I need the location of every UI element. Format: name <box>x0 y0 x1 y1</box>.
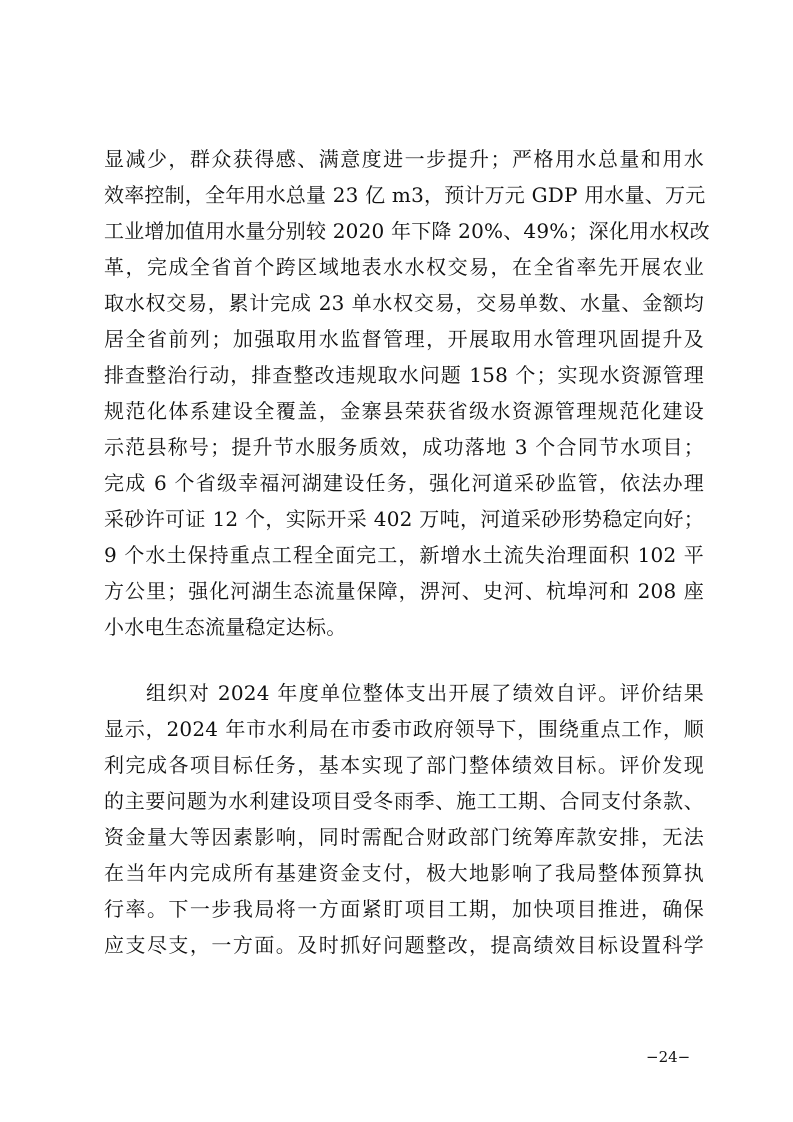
text-line: 完成 6 个省级幸福河湖建设任务，强化河道采砂监管，依法办理 <box>104 471 704 495</box>
text-line: 9 个水土保持重点工程全面完工，新增水土流失治理面积 102 平 <box>104 543 704 567</box>
text-line: 革，完成全省首个跨区域地表水水权交易，在全省率先开展农业 <box>104 255 704 279</box>
page-number: −24− <box>646 1048 691 1066</box>
text-line: 资金量大等因素影响，同时需配合财政部门统筹库款安排，无法 <box>104 825 704 849</box>
text-line: 居全省前列；加强取用水监督管理，开展取用水管理巩固提升及 <box>104 327 704 351</box>
paragraph-1 <box>104 141 710 645</box>
text-line: 方公里；强化河湖生态流量保障，淠河、史河、杭埠河和 208 座 <box>104 579 704 603</box>
text-line: 行率。下一步我局将一方面紧盯项目工期，加快项目推进，确保 <box>104 897 704 921</box>
text-line: 组织对 2024 年度单位整体支出开展了绩效自评。评价结果 <box>146 681 704 705</box>
text-line: 示范县称号；提升节水服务质效，成功落地 3 个合同节水项目； <box>104 435 704 459</box>
text-line: 小水电生态流量稳定达标。 <box>104 615 347 639</box>
text-line: 应支尽支，一方面。及时抓好问题整改，提高绩效目标设置科学 <box>104 933 704 957</box>
text-line: 显示，2024 年市水利局在市委市政府领导下，围绕重点工作，顺 <box>104 717 704 741</box>
text-line: 采砂许可证 12 个，实际开采 402 万吨，河道采砂形势稳定向好； <box>104 507 704 531</box>
text-line: 利完成各项目标任务，基本实现了部门整体绩效目标。评价发现 <box>104 753 704 777</box>
text-line: 规范化体系建设全覆盖，金寨县荣获省级水资源管理规范化建设 <box>104 399 704 423</box>
paragraph-2 <box>104 675 704 963</box>
text-line: 排查整治行动，排查整改违规取水问题 158 个；实现水资源管理 <box>104 363 704 387</box>
text-line: 的主要问题为水利建设项目受冬雨季、施工工期、合同支付条款、 <box>104 789 704 813</box>
text-line: 在当年内完成所有基建资金支付，极大地影响了我局整体预算执 <box>104 861 704 885</box>
text-line: 取水权交易，累计完成 23 单水权交易，交易单数、水量、金额均 <box>104 291 704 315</box>
text-line: 效率控制，全年用水总量 23 亿 m3，预计万元 GDP 用水量、万元 <box>104 183 706 207</box>
text-line: 显减少，群众获得感、满意度进一步提升；严格用水总量和用水 <box>104 147 704 171</box>
text-line: 工业增加值用水量分别较 2020 年下降 20%、49%；深化用水权改 <box>104 219 710 243</box>
